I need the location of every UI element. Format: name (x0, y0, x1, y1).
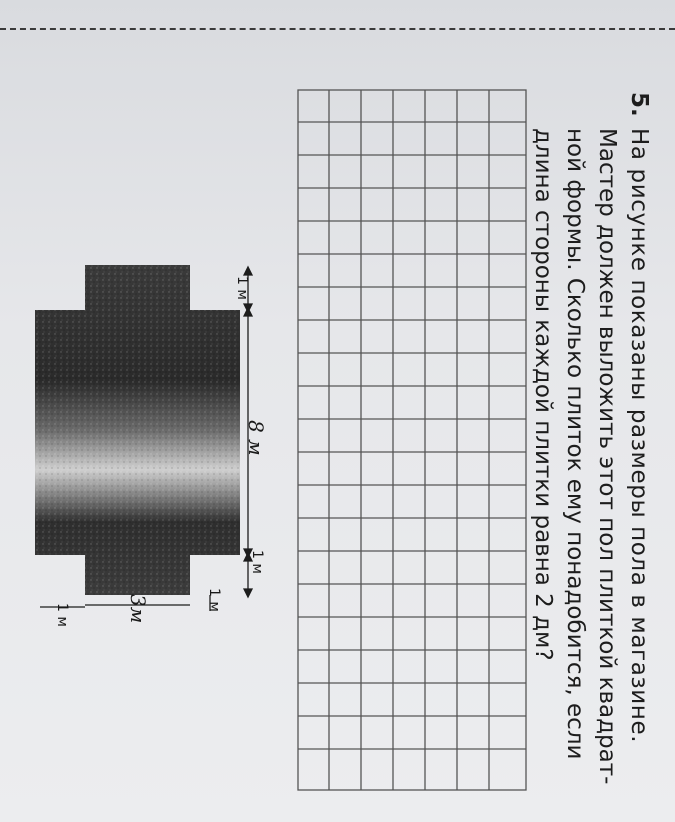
dim-label-width: 3м (126, 594, 150, 624)
floor-shape (35, 265, 240, 595)
cut-line (0, 28, 675, 30)
answer-grid (297, 89, 527, 791)
task-line-1: На рисунке показаны размеры пола в магазине. (626, 128, 652, 744)
dim-label-left: 1 м (234, 276, 250, 300)
task-line-2: Мастер должен выложить этот пол плиткой квадрат- (594, 128, 620, 785)
dim-label-side-a: 1 м (206, 588, 222, 612)
dim-label-side-b: 1 м (54, 603, 70, 627)
task-line-4: длина стороны каждой плитки равна 2 дм? (530, 128, 556, 661)
task-number: 5. (626, 92, 652, 117)
dim-label-right: 1 м (249, 550, 265, 574)
task-line-3: ной формы. Сколько плиток ему понадобится, если (562, 128, 588, 760)
dim-label-length: 8 м (244, 420, 268, 456)
